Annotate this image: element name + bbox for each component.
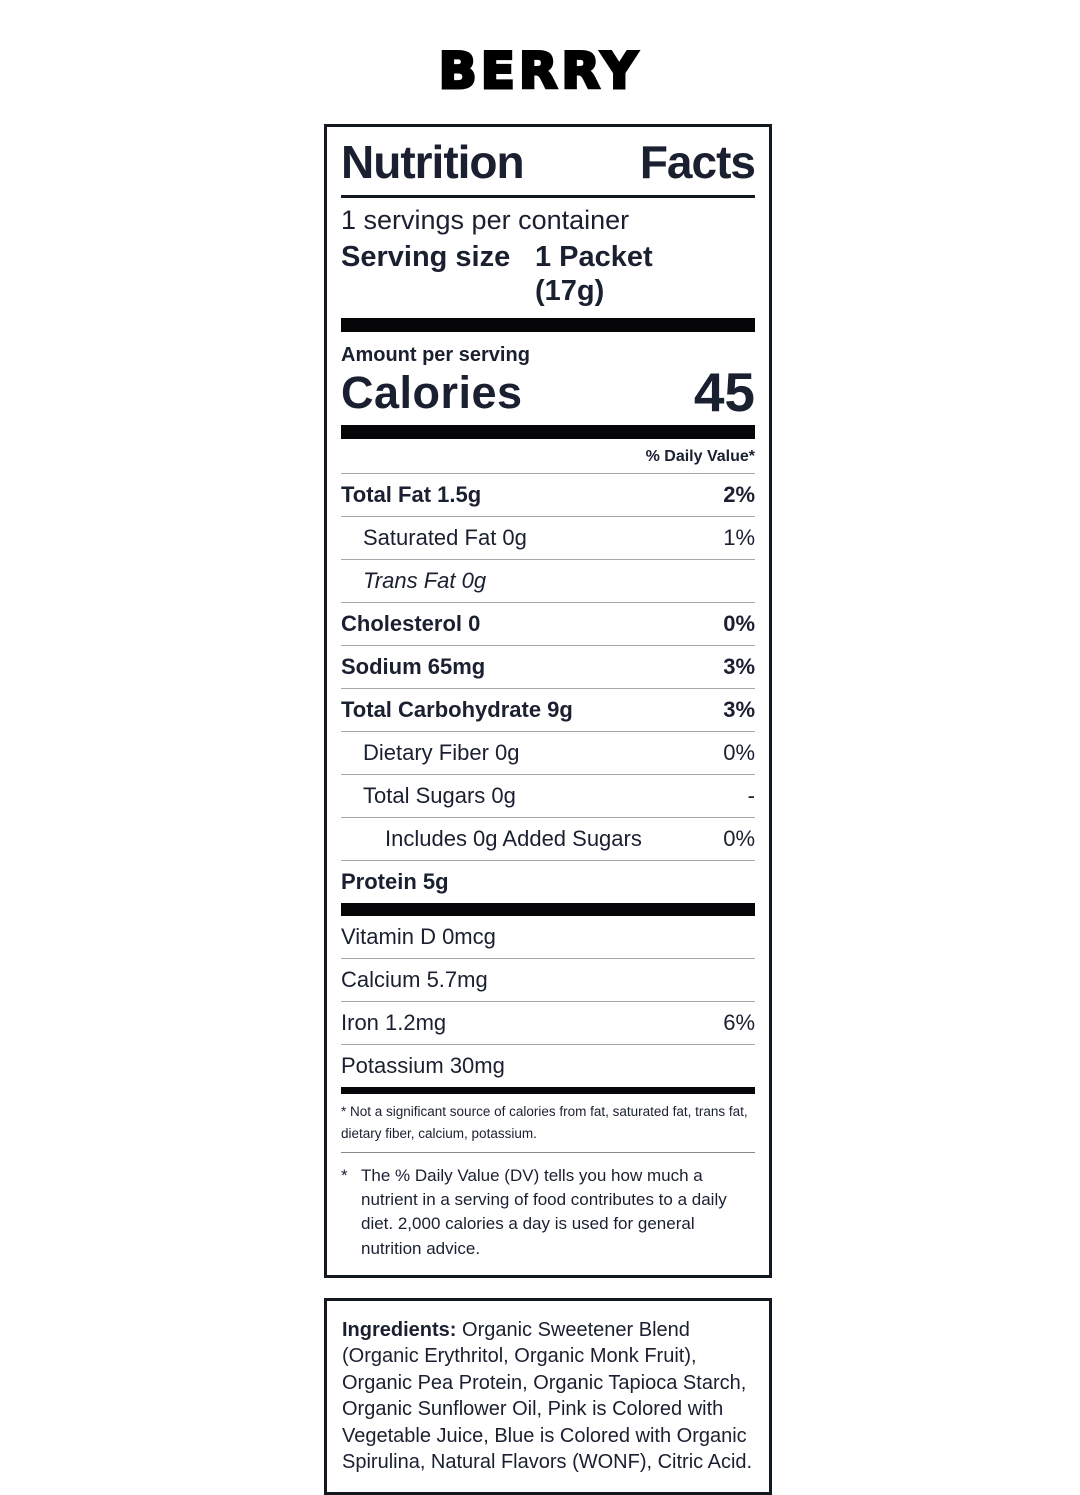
micronutrient-row-vitamin-d (341, 916, 755, 958)
servings-per-container: 1 servings per container (341, 205, 630, 235)
nutrition-facts-title-word1: Nutrition (341, 136, 524, 188)
footnote-text: The % Daily Value (DV) tells you how much a nutrient in a serving of food contributes to a daily diet. 2,000 calories a day is used for general nutrition advice. (361, 1166, 727, 1258)
amount-per-serving-label: Amount per serving (341, 344, 530, 366)
ingredients-text: Organic Sweetener Blend (Organic Erythritol, Organic Monk Fruit), Organic Pea Protein, Organic Tapioca Starch, Organic Sunflower Oil, Pink is Colored with Vegetable Juice, Blue is Colored with Organic Spirulina, Natural Flavors (WONF), Citric Acid. (342, 1318, 753, 1474)
nutrient-label: Trans Fat 0g (363, 568, 487, 593)
nutrient-label: Iron 1.2mg (341, 1010, 447, 1035)
nutrient-row-protein (341, 860, 755, 903)
nutrient-row-trans-fat (341, 559, 755, 602)
nutrient-label: Potassium 30mg (341, 1053, 505, 1078)
nutrient-row-total-fat (341, 473, 755, 516)
micronutrient-row-potassium (341, 1044, 755, 1087)
nutrient-label: Dietary Fiber 0g (363, 740, 520, 765)
nutrient-value: 0% (723, 740, 755, 765)
micronutrient-row-calcium (341, 958, 755, 1001)
nutrient-label: Protein 5g (341, 869, 449, 894)
nutrient-value: 2% (723, 482, 755, 507)
nutrient-label: Total Sugars 0g (363, 783, 516, 808)
nutrient-row-dietary-fiber (341, 731, 755, 774)
nutrient-value: 3% (723, 697, 755, 722)
nutrient-value: 0% (723, 826, 755, 851)
serving-size-row (341, 238, 755, 318)
nutrient-value: 3% (723, 654, 755, 679)
separator-bar-calories (341, 425, 755, 439)
nutrient-label: Sodium 65mg (341, 654, 486, 679)
calories-value: 45 (693, 361, 755, 423)
calories-label: Calories (341, 367, 523, 418)
nutrient-row-total-carbohydrate (341, 688, 755, 731)
nutrient-row-added-sugars (341, 817, 755, 860)
nutrient-label: Vitamin D 0mcg (341, 924, 496, 949)
nutrient-label: Saturated Fat 0g (363, 525, 527, 550)
flavor-title: BERRY (438, 42, 642, 100)
separator-bar-top (341, 318, 755, 332)
nutrient-value: 1% (723, 525, 755, 550)
nutrition-facts-panel (324, 124, 772, 1278)
daily-value-footnote (341, 1153, 755, 1265)
nutrient-value: - (747, 783, 755, 808)
nutrient-row-cholesterol (341, 602, 755, 645)
calories-row (341, 361, 755, 425)
nutrient-label: Total Fat 1.5g (341, 482, 482, 507)
nutrient-value: 0% (723, 611, 755, 636)
nutrient-value: 6% (723, 1010, 755, 1035)
daily-value-header: % Daily Value* (645, 448, 755, 465)
serving-size-value: 1 Packet (17g) (535, 241, 653, 307)
nutrition-facts-title-word2: Facts (639, 136, 755, 188)
nutrient-label: Total Carbohydrate 9g (341, 697, 573, 722)
serving-size-label: Serving size (341, 241, 511, 273)
ingredients-label: Ingredients: (342, 1318, 457, 1341)
nutrient-row-sodium (341, 645, 755, 688)
micronutrient-row-iron (341, 1001, 755, 1044)
nutrition-facts-title (341, 131, 755, 198)
not-significant-source-note: * Not a significant source of calories from fat, saturated fat, trans fat, dietary fiber, calcium, potassium. (341, 1104, 748, 1141)
nutrient-label: Includes 0g Added Sugars (385, 826, 642, 851)
nutrient-row-total-sugars (341, 774, 755, 817)
footnote-asterisk: * (341, 1166, 348, 1186)
ingredients-panel (324, 1298, 772, 1495)
nutrient-label: Calcium 5.7mg (341, 967, 488, 992)
separator-bar-protein (341, 903, 755, 916)
separator-bar-micronutrients (341, 1087, 755, 1094)
nutrient-row-saturated-fat (341, 516, 755, 559)
nutrient-label: Cholesterol 0 (341, 611, 481, 636)
